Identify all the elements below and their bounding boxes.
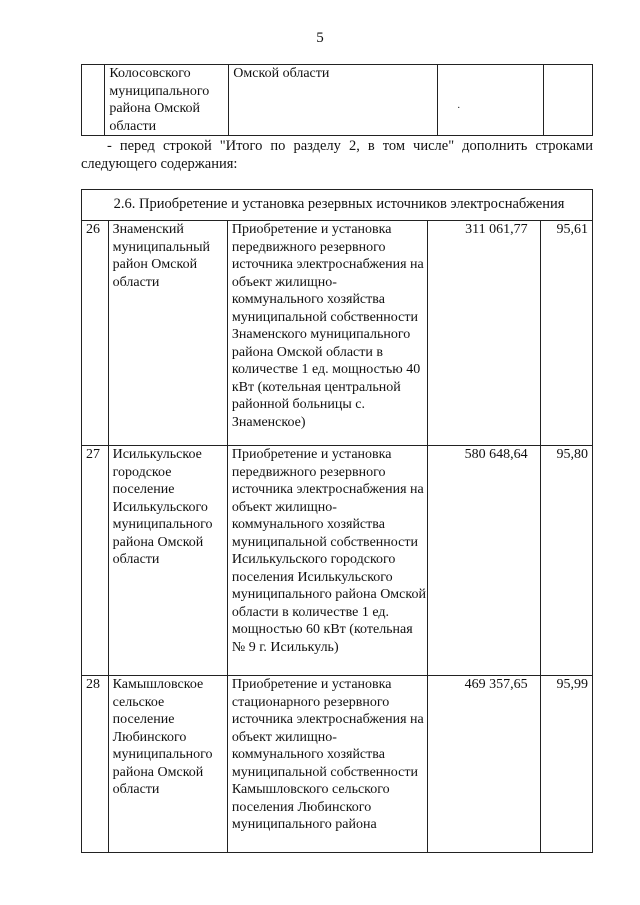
table-row	[82, 65, 593, 136]
scan-dot: .	[457, 100, 461, 111]
row-description: Приобретение и установка стационарного резервного источника электроснабжения на объект жилищно-коммунального хозяйства муниципальной собственности Камышловского сельского поселения Любинского муниципального района	[227, 676, 428, 853]
page-number: 5	[316, 30, 324, 46]
table-cell-amount	[437, 65, 544, 136]
row-percent: 95,80	[540, 446, 592, 676]
table-row	[82, 221, 593, 446]
row-amount: 311 061,77	[428, 221, 540, 446]
table-cell-municipality: Колосовского муниципального района Омской области	[105, 65, 229, 136]
row-number: 28	[82, 676, 109, 853]
section-table	[81, 189, 593, 853]
table-row	[82, 446, 593, 676]
row-municipality: Исилькульское городское поселение Исилькульского муниципального района Омской области	[108, 446, 227, 676]
table-cell-percent	[544, 65, 593, 136]
table-cell-number	[82, 65, 105, 136]
instruction-paragraph: - перед строкой "Итого по разделу 2, в том числе" дополнить строками следующего содержания:	[81, 138, 593, 172]
row-percent: 95,99	[540, 676, 592, 853]
row-amount: 580 648,64	[428, 446, 540, 676]
row-description: Приобретение и установка передвижного резервного источника электроснабжения на объект жилищно-коммунального хозяйства муниципальной собственности Знаменского муниципального района Омской области в количестве 1 ед. мощностью 40 кВт (котельная центральной районной больницы с. Знаменское)	[227, 221, 428, 446]
row-municipality: Знаменский муниципальный район Омской области	[108, 221, 227, 446]
row-number: 26	[82, 221, 109, 446]
row-municipality: Камышловское сельское поселение Любинского муниципального района Омской области	[108, 676, 227, 853]
table-row	[82, 676, 593, 853]
row-description: Приобретение и установка передвижного резервного источника электроснабжения на объект жилищно-коммунального хозяйства муниципальной собственности Исилькульского городского поселения Исилькульского муниципального района Омской области в количестве 1 ед. мощностью 60 кВт (котельная № 9 г. Исилькуль)	[227, 446, 428, 676]
row-number: 27	[82, 446, 109, 676]
row-percent: 95,61	[540, 221, 592, 446]
row-amount: 469 357,65	[428, 676, 540, 853]
section-heading-row	[82, 190, 593, 221]
table-cell-region: Омской области	[229, 65, 437, 136]
section-heading: 2.6. Приобретение и установка резервных источников электроснабжения	[82, 190, 593, 221]
continued-table	[81, 64, 593, 136]
